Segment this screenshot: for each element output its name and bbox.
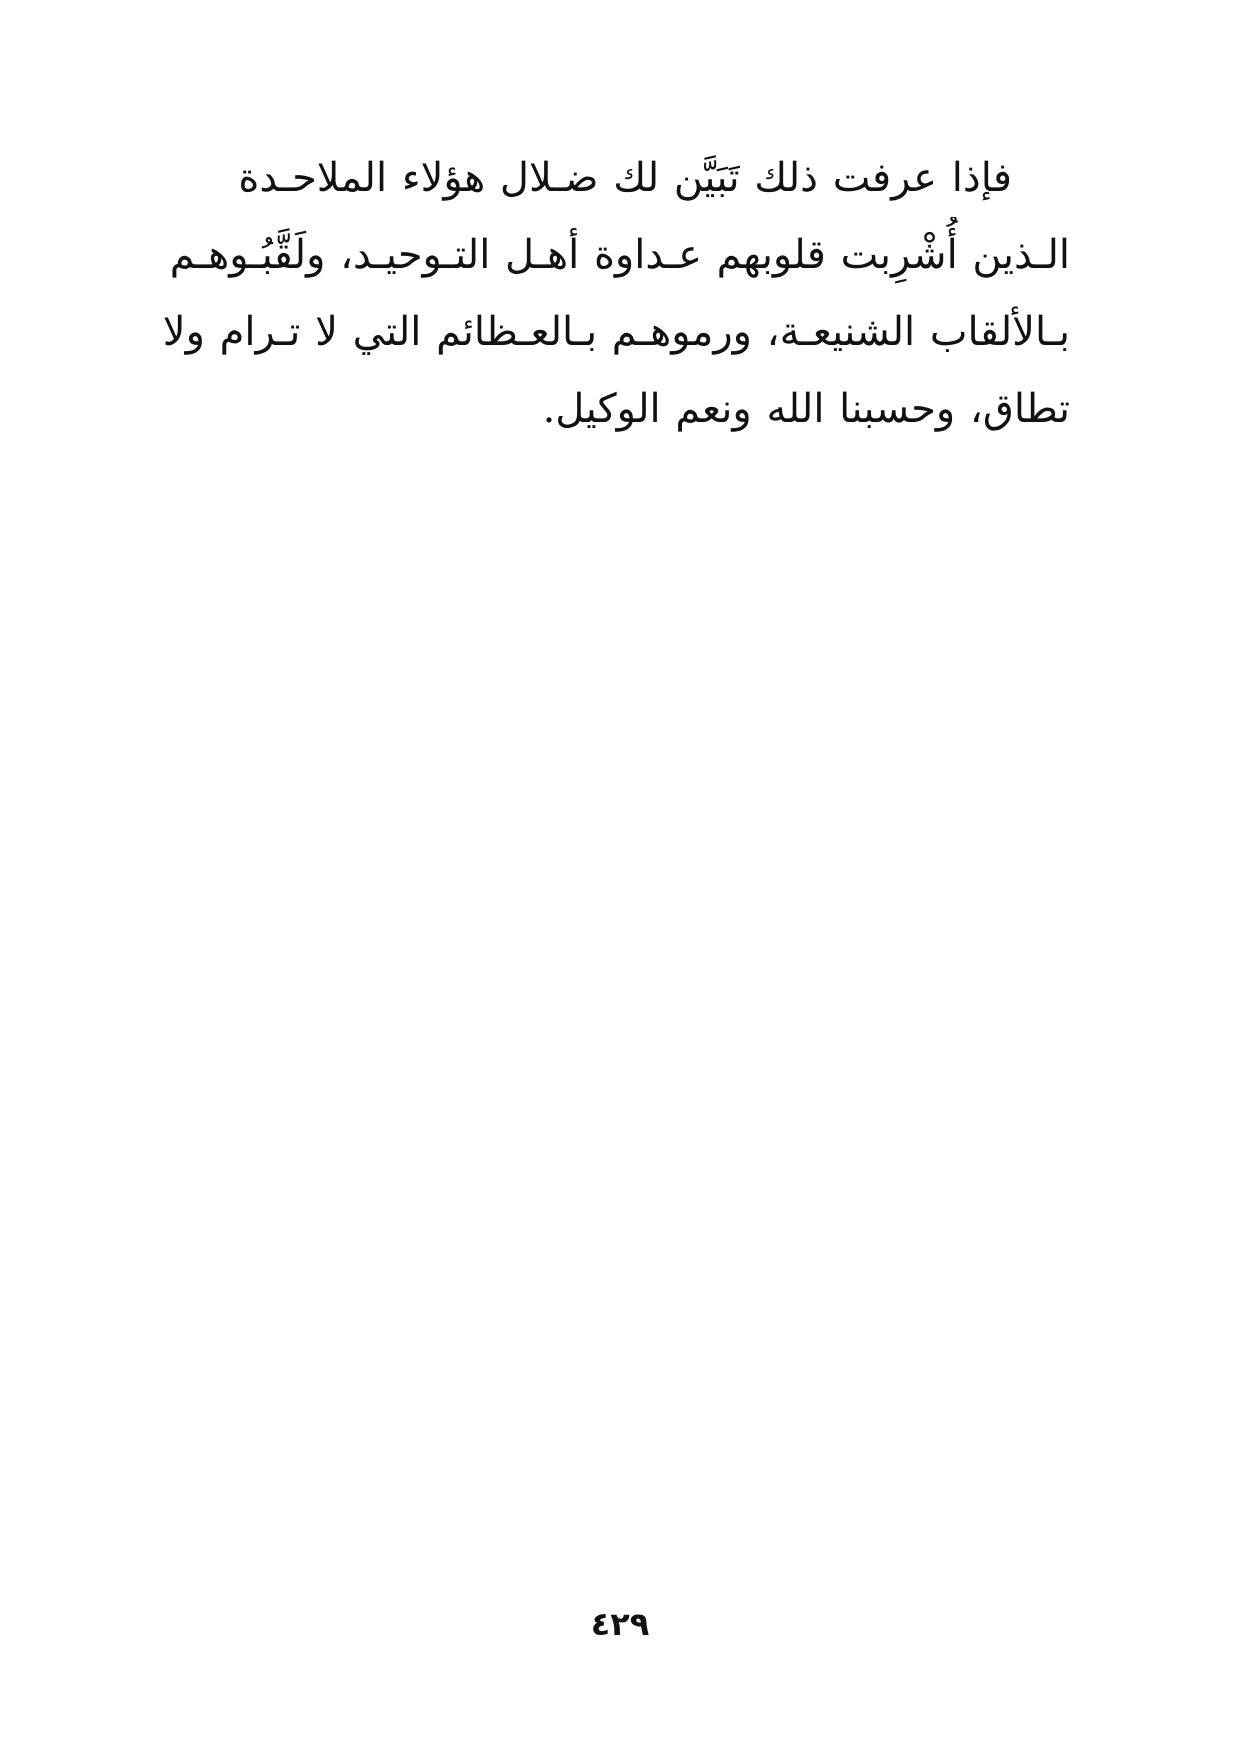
paragraph-line-2: الـذين أُشْرِبت قلوبهم عـداوة أهـل التـوحيـد، ولَقَّبُـوهـم bbox=[169, 232, 1070, 278]
page-number: ٤٢٩ bbox=[590, 1605, 650, 1643]
paragraph-line-4: تطاق، وحسبنا الله ونعم الوكيل. bbox=[542, 386, 1070, 432]
body-paragraph bbox=[150, 140, 1070, 448]
paragraph-line-1: فإذا عرفت ذلك تَبَيَّن لك ضـلال هؤلاء الملاحـدة bbox=[238, 155, 1012, 201]
paragraph-line-3: بـالألقاب الشنيعـة، ورموهـم بـالعـظائم التي لا تـرام ولا bbox=[162, 309, 1070, 355]
